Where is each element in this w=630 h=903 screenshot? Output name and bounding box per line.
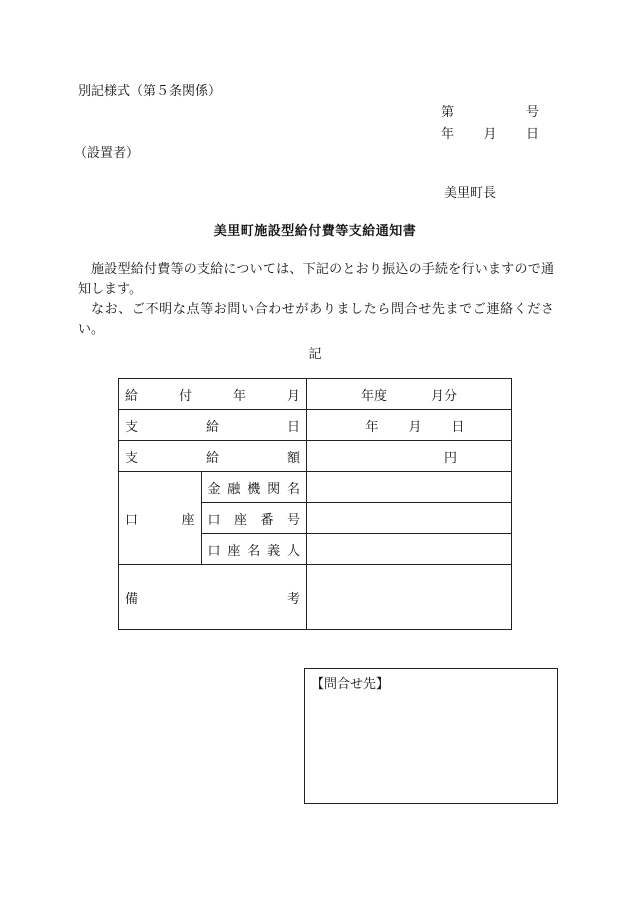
label-char: 機 (247, 481, 261, 497)
amount-value[interactable] (307, 441, 512, 472)
body-paragraph-1: 施設型給付費等の支給については、下記のとおり振込の手続を行いますので通知します。 (78, 262, 554, 297)
month-part-unit: 月分 (431, 388, 458, 404)
payment-details-table (118, 378, 512, 630)
label-char: 付 (178, 388, 192, 404)
amount-label (119, 441, 307, 472)
payment-month-unit: 月 (408, 419, 422, 435)
payment-date-value[interactable] (307, 410, 512, 441)
issue-day: 日 (525, 127, 539, 142)
issue-year: 年 (441, 127, 455, 142)
label-char: 口 (207, 512, 221, 528)
account-holder-value[interactable] (307, 534, 512, 565)
fiscal-year-unit: 年度 (360, 388, 387, 404)
remarks-value[interactable] (307, 565, 512, 630)
account-holder-label (201, 534, 307, 565)
amount-unit: 円 (443, 450, 457, 466)
label-char: 月 (286, 388, 300, 404)
issue-date-line (441, 123, 539, 142)
issuer-name: 美里町長 (444, 186, 497, 201)
account-number-value[interactable] (307, 503, 512, 534)
label-char: 備 (125, 591, 139, 607)
installer-label: （設置者） (74, 146, 140, 161)
label-char: 考 (286, 591, 300, 607)
label-char: 口 (125, 512, 139, 528)
label-char: 支 (125, 419, 139, 435)
label-char: 額 (286, 450, 300, 466)
number-prefix: 第 (441, 105, 455, 120)
payment-month-label (119, 379, 307, 410)
label-char: 融 (227, 481, 241, 497)
table-row-payment-date (119, 410, 512, 441)
number-suffix: 号 (525, 105, 539, 120)
remarks-label (119, 565, 307, 630)
label-char: 給 (205, 419, 219, 435)
issue-month: 月 (483, 127, 497, 142)
table-row-remarks (119, 565, 512, 630)
body-paragraph-2: なお、ご不明な点等お問い合わせがありましたら問合せ先までご連絡ください。 (78, 302, 554, 337)
ki-heading: 記 (308, 347, 322, 362)
label-char: 座 (233, 512, 247, 528)
bank-name-label (201, 472, 307, 503)
label-char: 支 (125, 450, 139, 466)
account-label (119, 472, 202, 565)
document-number-line (441, 101, 539, 120)
label-char: 口 (207, 543, 221, 559)
label-char: 金 (207, 481, 221, 497)
label-char: 人 (286, 543, 300, 559)
document-title: 美里町施設型給付費等支給通知書 (213, 224, 417, 239)
label-char: 名 (247, 543, 261, 559)
label-char: 座 (227, 543, 241, 559)
label-char: 年 (232, 388, 246, 404)
label-char: 名 (286, 481, 300, 497)
label-char: 給 (125, 388, 139, 404)
inquiry-title: 【問合せ先】 (311, 677, 390, 692)
payment-year-unit: 年 (365, 419, 379, 435)
label-char: 関 (267, 481, 281, 497)
payment-day-unit: 日 (451, 419, 465, 435)
form-label: 別記様式（第５条関係） (78, 84, 222, 99)
bank-name-value[interactable] (307, 472, 512, 503)
label-char: 座 (181, 512, 195, 528)
inquiry-box (304, 668, 558, 804)
label-char: 番 (260, 512, 274, 528)
label-char: 義 (267, 543, 281, 559)
account-number-label (201, 503, 307, 534)
payment-month-value[interactable] (307, 379, 512, 410)
payment-date-label (119, 410, 307, 441)
label-char: 号 (286, 512, 300, 528)
table-row-amount (119, 441, 512, 472)
table-row-payment-month (119, 379, 512, 410)
label-char: 日 (286, 419, 300, 435)
label-char: 給 (205, 450, 219, 466)
table-row-bank (119, 472, 512, 503)
body-text (78, 260, 554, 340)
